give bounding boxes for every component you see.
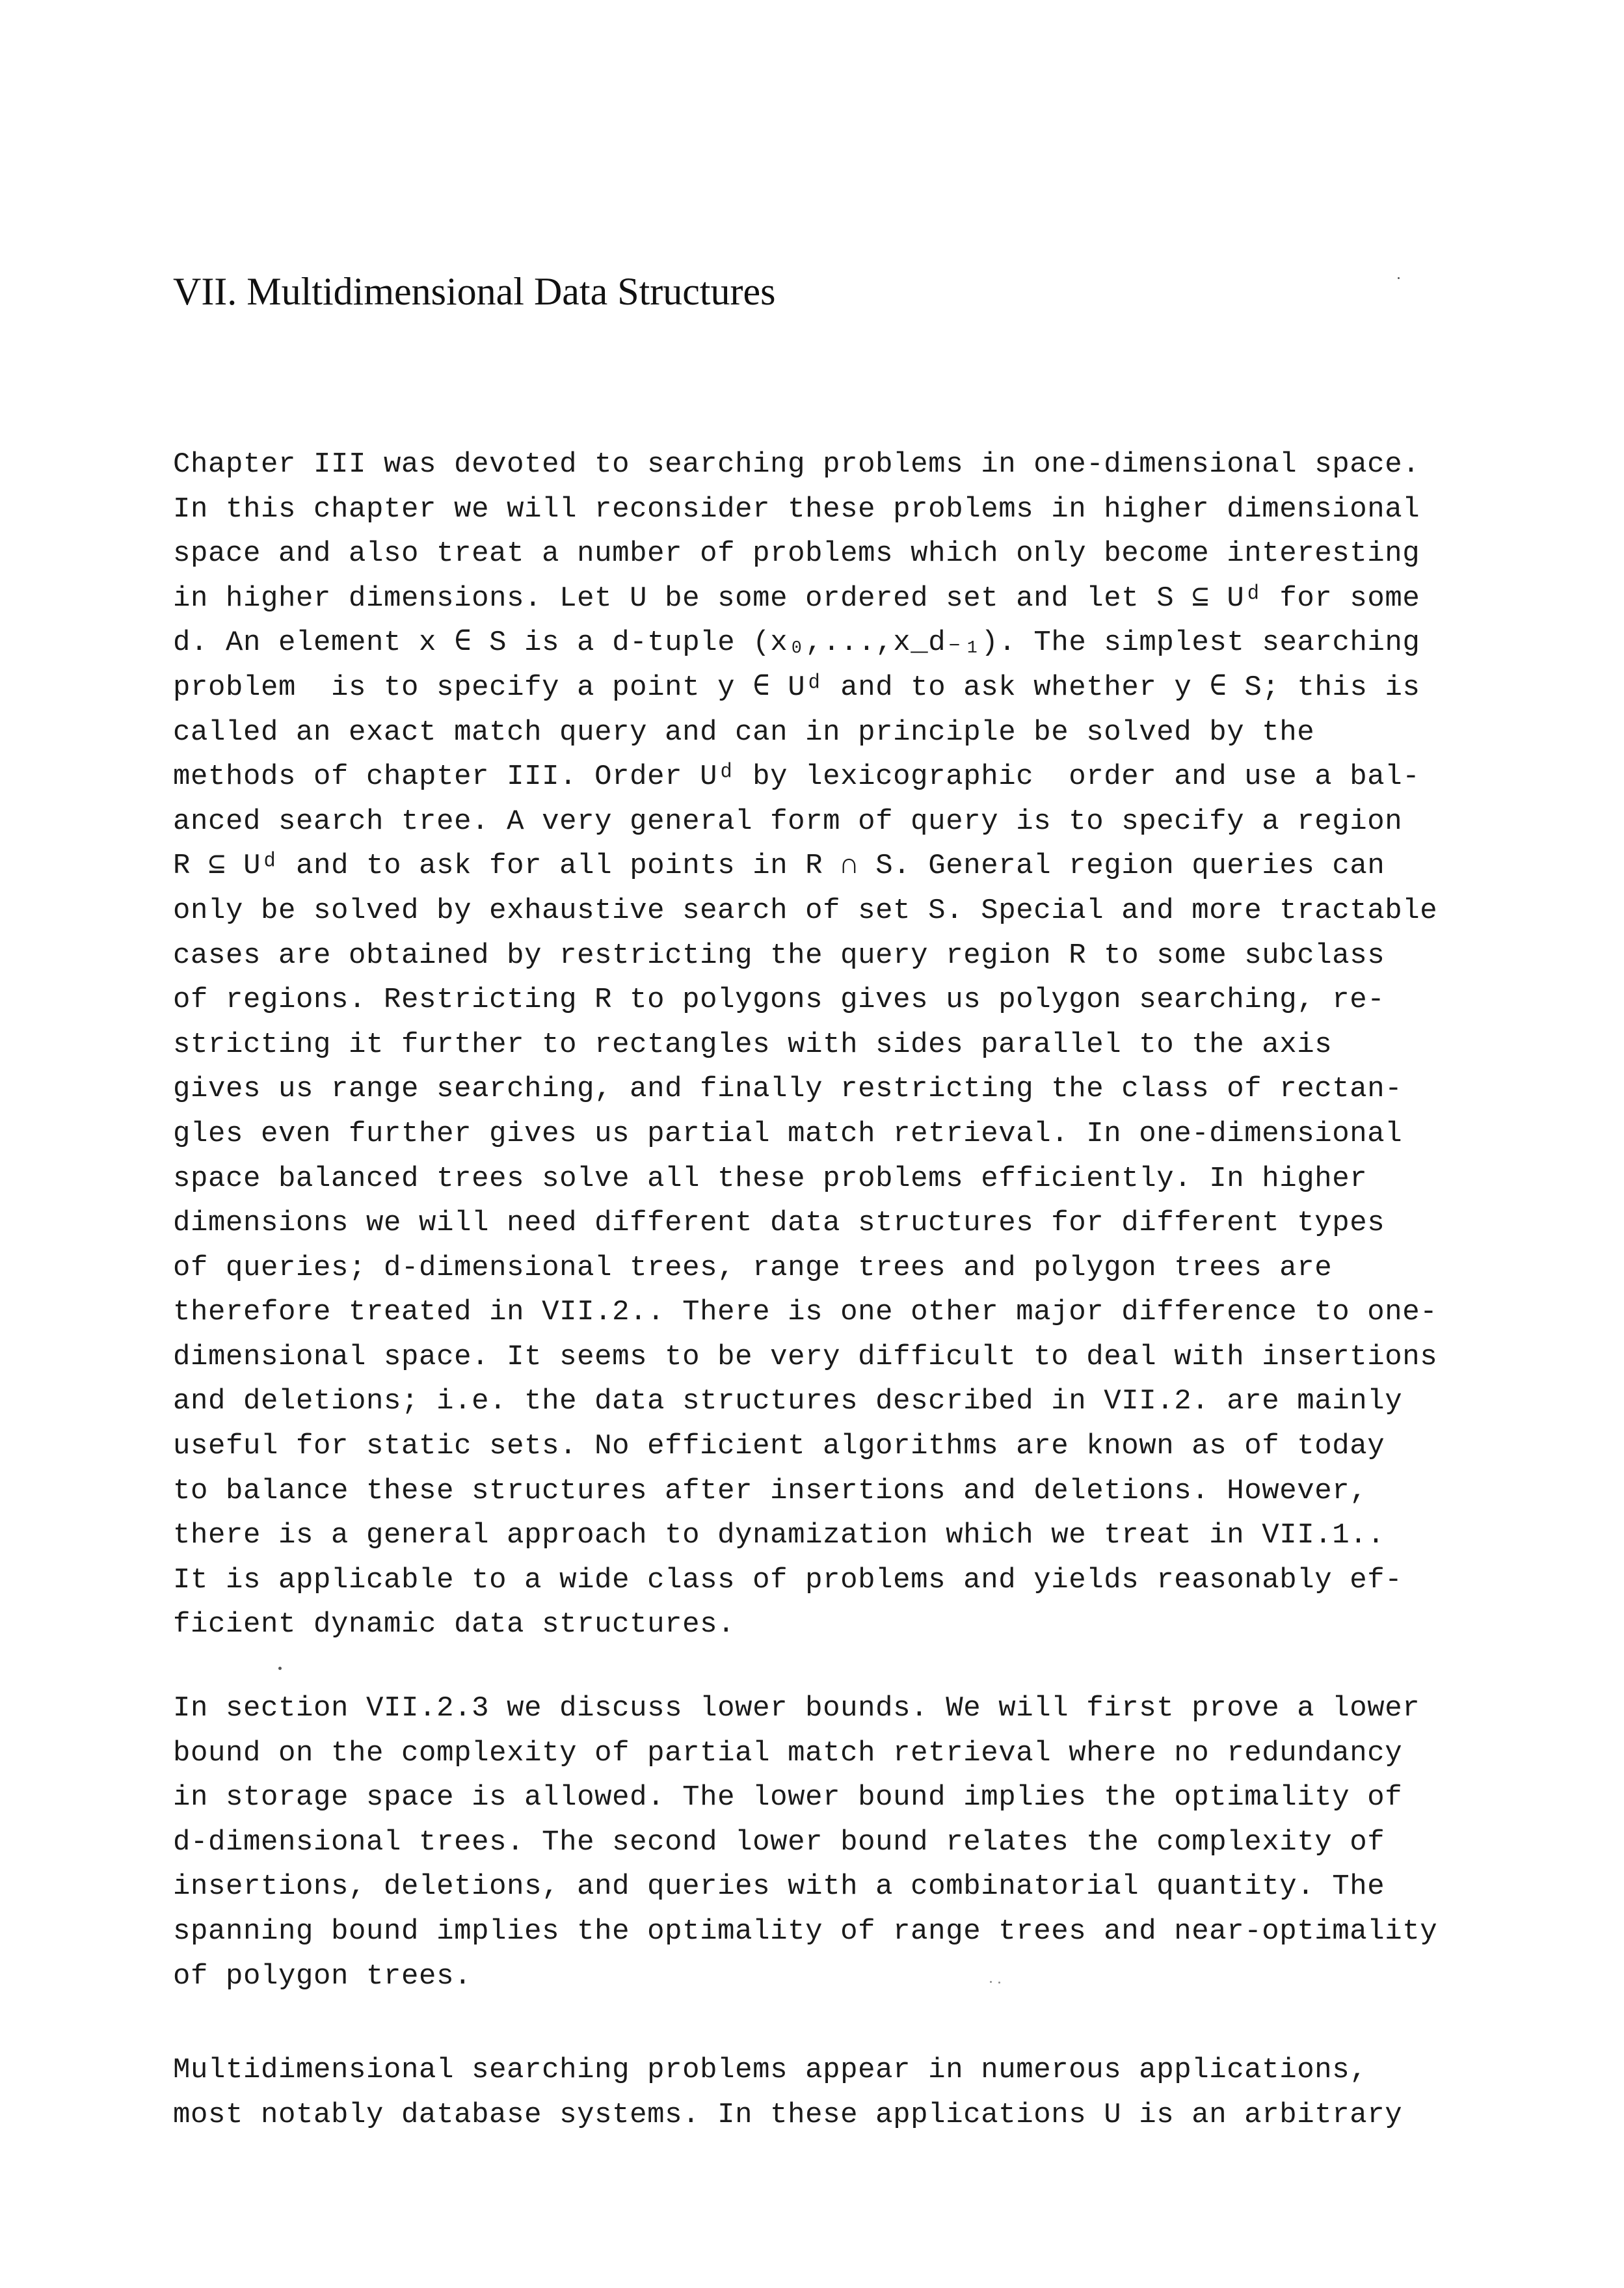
paragraph-lower-bounds [173, 1686, 1474, 1999]
text-line: only be solved by exhaustive search of set S. Special and more tractable [173, 894, 1438, 927]
text-line: called an exact match query and can in principle be solved by the [173, 716, 1315, 749]
text-line: cases are obtained by restricting the query region R to some subclass [173, 939, 1385, 972]
text-line: It is applicable to a wide class of problems and yields reasonably ef- [173, 1563, 1403, 1596]
text-line: anced search tree. A very general form of query is to specify a region [173, 805, 1403, 838]
text-line: to balance these structures after insertions and deletions. However, [173, 1474, 1368, 1507]
text-line: of polygon trees. [173, 1959, 472, 1993]
text-line: methods of chapter III. Order Uᵈ by lexicographic order and use a bal- [173, 760, 1420, 794]
scan-speck [990, 1981, 992, 1983]
text-line: In section VII.2.3 we discuss lower bounds. We will first prove a lower [173, 1692, 1420, 1725]
text-line: there is a general approach to dynamization which we treat in VII.1.. [173, 1519, 1385, 1552]
text-line: Multidimensional searching problems appear in numerous applications, [173, 2054, 1368, 2086]
scan-speck [998, 1982, 1000, 1984]
text-line: spanning bound implies the optimality of range trees and near-optimality [173, 1915, 1438, 1948]
text-line: most notably database systems. In these applications U is an arbitrary [173, 2098, 1403, 2131]
text-line: in higher dimensions. Let U be some ordered set and let S ⊆ Uᵈ for some [173, 582, 1420, 615]
text-line: useful for static sets. No efficient algorithms are known as of today [173, 1430, 1385, 1463]
scan-speck [1398, 277, 1400, 279]
chapter-title: VII. Multidimensional Data Structures [173, 270, 776, 313]
text-line: d-dimensional trees. The second lower bound relates the complexity of [173, 1825, 1385, 1859]
text-line: of queries; d-dimensional trees, range trees and polygon trees are [173, 1251, 1333, 1284]
text-line: ficient dynamic data structures. [173, 1608, 736, 1641]
text-line: dimensional space. It seems to be very difficult to deal with insertions [173, 1340, 1438, 1373]
text-line: stricting it further to rectangles with sides parallel to the axis [173, 1028, 1333, 1061]
text-line: therefore treated in VII.2.. There is one other major difference to one- [173, 1296, 1438, 1329]
paragraph-applications [173, 2048, 1474, 2137]
text-line: in storage space is allowed. The lower bound implies the optimality of [173, 1781, 1403, 1814]
text-line: gles even further gives us partial match retrieval. In one-dimensional [173, 1117, 1403, 1150]
text-line: of regions. Restricting R to polygons gives us polygon searching, re- [173, 984, 1385, 1017]
text-line: gives us range searching, and finally restricting the class of rectan- [173, 1073, 1403, 1106]
text-line: In this chapter we will reconsider these problems in higher dimensional [173, 492, 1420, 526]
text-line: insertions, deletions, and queries with a combinatorial quantity. The [173, 1870, 1385, 1904]
text-line: space and also treat a number of problems which only become interesting [173, 537, 1420, 571]
scan-speck [278, 1667, 282, 1670]
text-line: problem is to specify a point y ∈ Uᵈ and to ask whether y ∈ S; this is [173, 671, 1420, 704]
text-line: R ⊆ Uᵈ and to ask for all points in R ∩ S. General region queries can [173, 850, 1385, 883]
text-line: d. An element x ∈ S is a d-tuple (x₀,...,x_d₋₁). The simplest searching [173, 626, 1420, 660]
paragraph-intro [173, 442, 1474, 1647]
text-line: dimensions we will need different data structures for different types [173, 1207, 1385, 1240]
text-line: bound on the complexity of partial match retrieval where no redundancy [173, 1736, 1403, 1770]
text-line: Chapter III was devoted to searching problems in one-dimensional space. [173, 448, 1420, 481]
text-line: and deletions; i.e. the data structures described in VII.2. are mainly [173, 1385, 1403, 1418]
text-line: space balanced trees solve all these problems efficiently. In higher [173, 1162, 1368, 1195]
